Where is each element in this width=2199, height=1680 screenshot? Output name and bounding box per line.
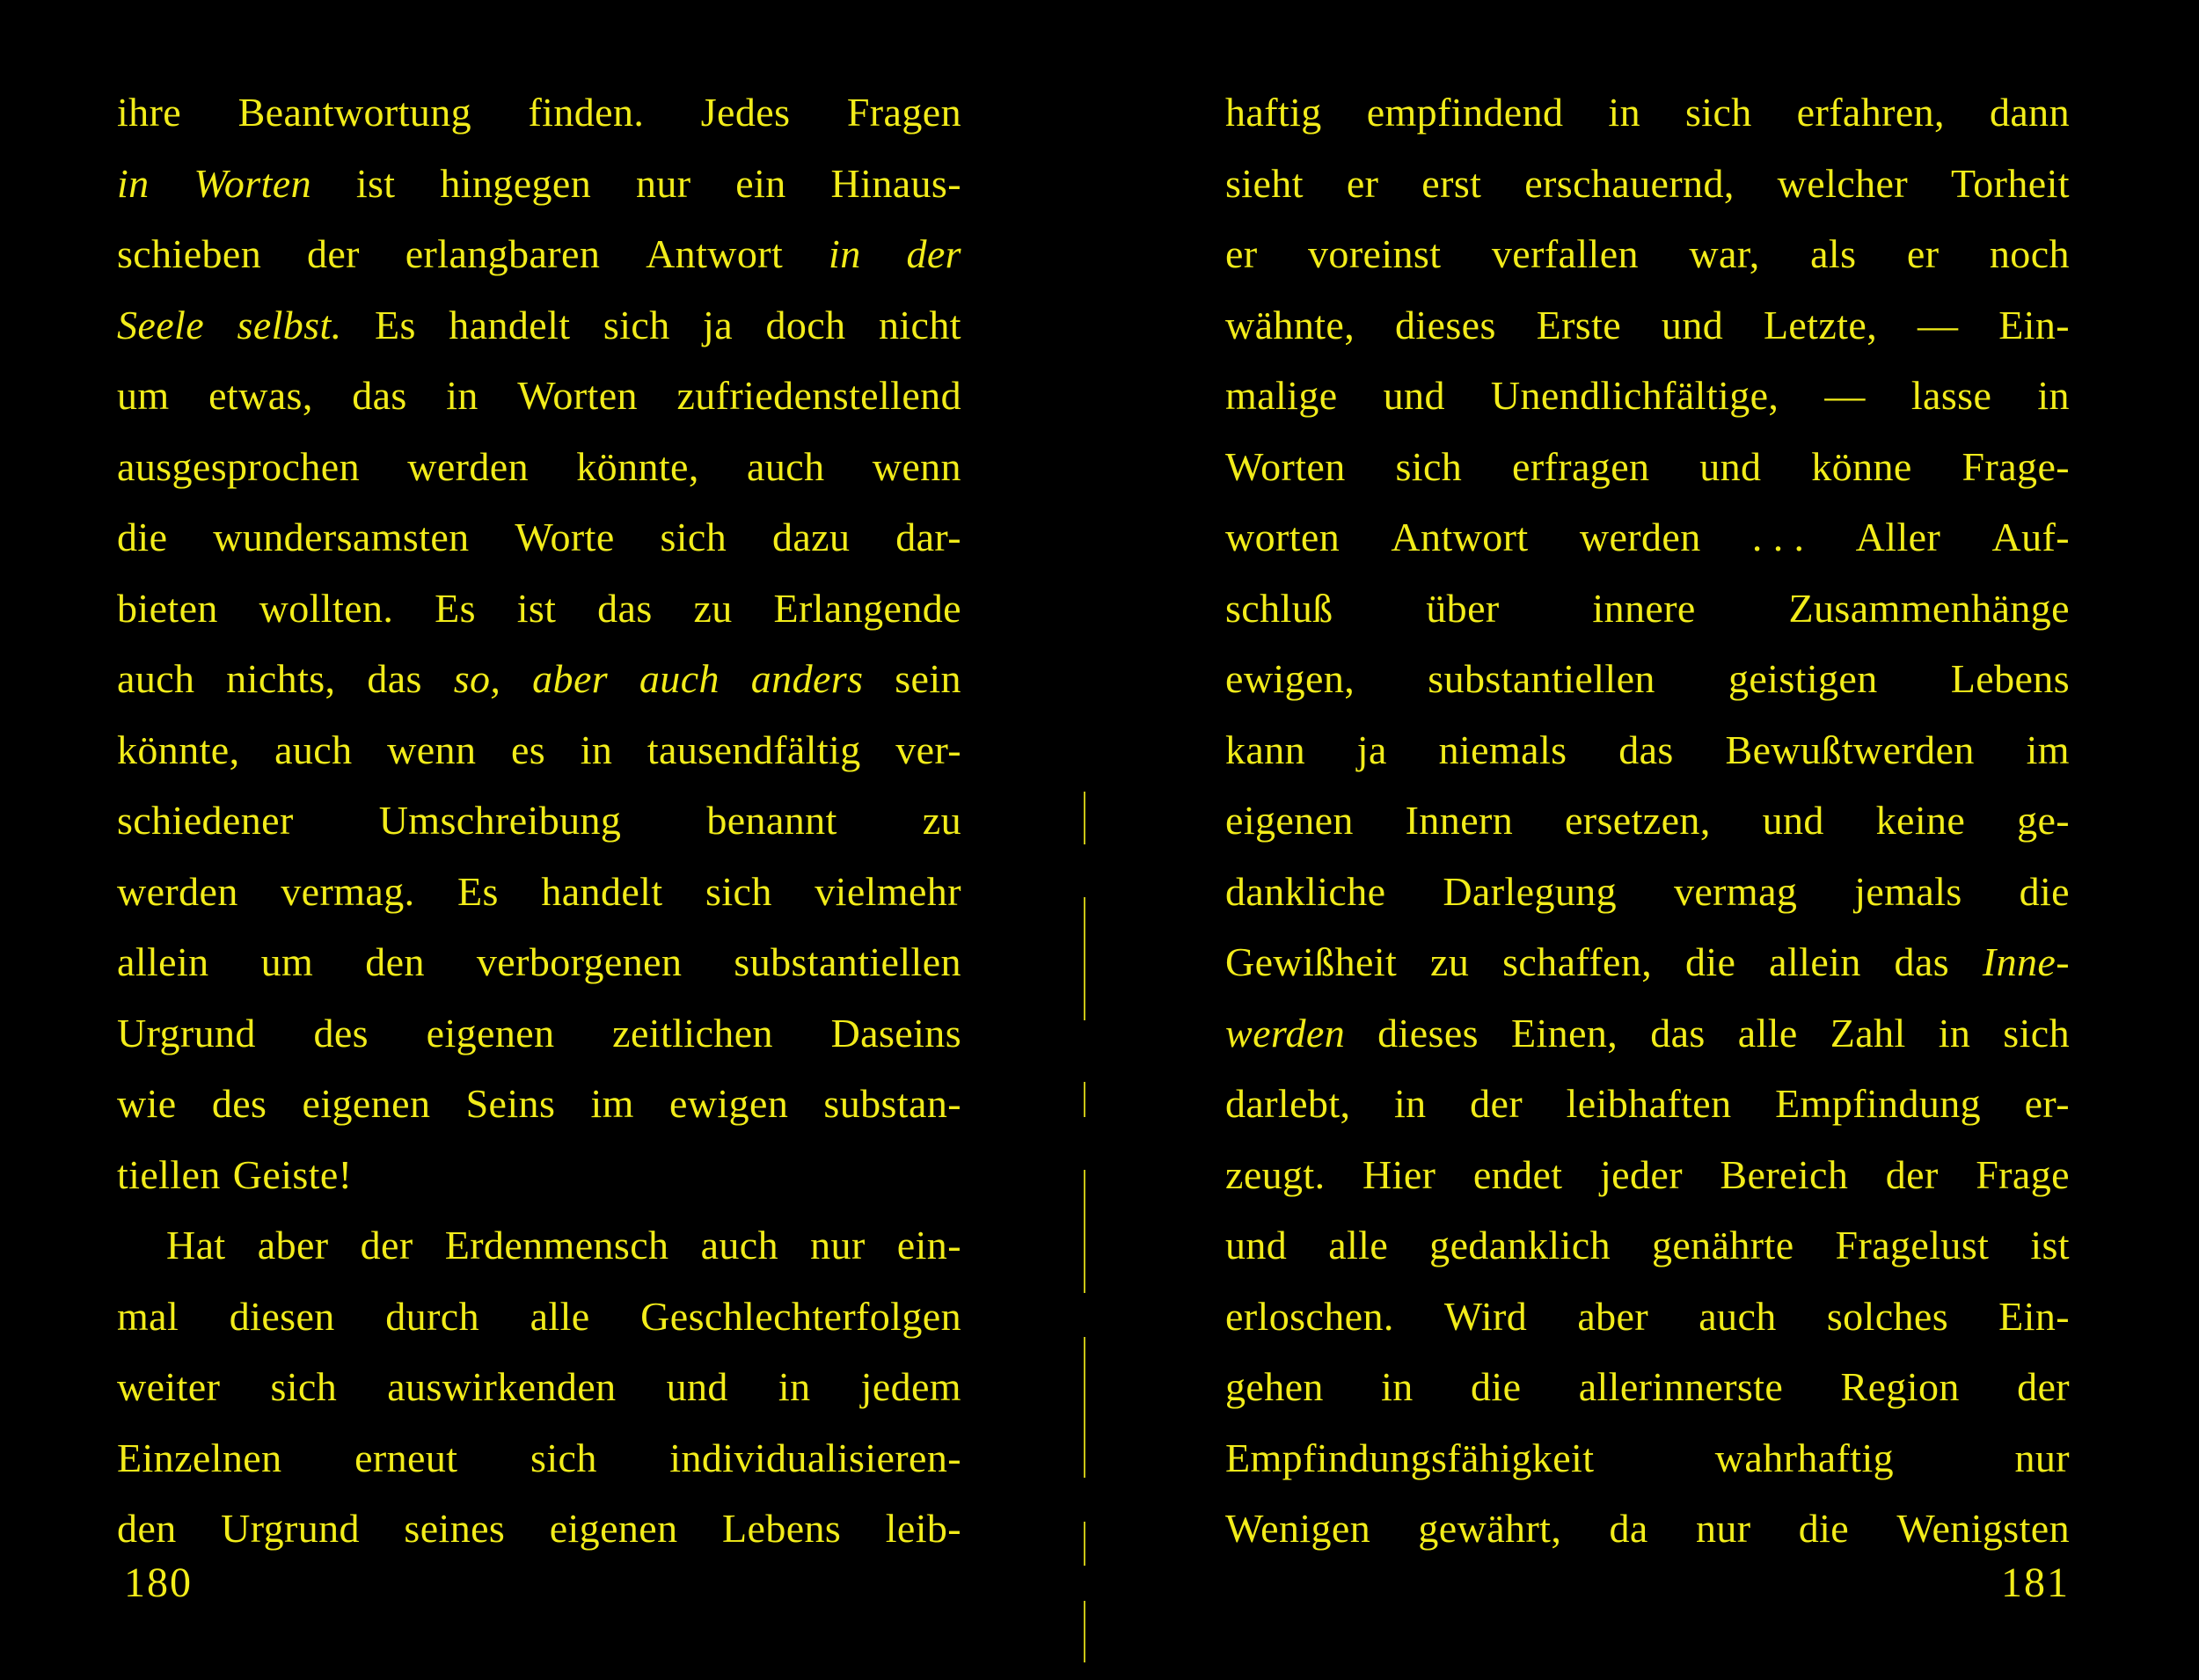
word: handelt: [541, 868, 663, 914]
word: in: [778, 1364, 811, 1409]
word: welcher: [1777, 160, 1909, 206]
word: Antwort: [646, 231, 784, 276]
word: Darlegung: [1443, 868, 1618, 914]
word: ewigen: [669, 1081, 789, 1126]
word: Region: [1840, 1364, 1960, 1409]
word: in: [1608, 90, 1640, 135]
word: wähnte,: [1225, 302, 1355, 347]
word: Antwort: [1391, 515, 1529, 559]
word: Unendlichfältige,: [1490, 373, 1779, 418]
word: eigenen: [426, 1010, 555, 1055]
word: erlangbaren: [405, 231, 601, 276]
text-line: [1225, 857, 2070, 928]
word: auch: [1699, 1293, 1777, 1339]
word: der: [1885, 1151, 1939, 1197]
word: Erste: [1536, 302, 1622, 347]
word: es: [510, 727, 546, 772]
word: tausendfältig: [647, 727, 861, 772]
word: ihre: [117, 90, 182, 135]
word: —: [1917, 302, 1959, 347]
text-line: [117, 644, 961, 715]
word: Zahl: [1830, 1010, 1906, 1055]
word: aber: [532, 656, 609, 701]
word: erfragen: [1512, 443, 1650, 489]
word: auch: [747, 443, 825, 489]
word: sich: [660, 515, 727, 559]
word: erschauernd,: [1524, 160, 1735, 206]
word: Hat: [166, 1223, 226, 1267]
word: Innern: [1405, 798, 1514, 843]
word: Ein-: [1998, 302, 2070, 347]
word: alle: [1737, 1010, 1798, 1055]
word: alle: [530, 1293, 590, 1339]
text-line: [117, 573, 961, 645]
text-line: [1225, 573, 2070, 645]
word: anders: [750, 656, 864, 701]
word: auch: [117, 656, 195, 701]
text-line: [117, 149, 961, 220]
word: Empfindung: [1775, 1081, 1982, 1126]
word: auch: [639, 656, 720, 701]
word: sich: [1395, 443, 1463, 489]
left-page-number: 180: [124, 1559, 193, 1606]
word: Einzelnen: [117, 1435, 282, 1480]
word: substantiellen: [1428, 656, 1655, 701]
word: der: [1470, 1081, 1523, 1126]
word: Fragelust: [1835, 1223, 1990, 1267]
word: das: [352, 373, 407, 418]
left-page: [117, 77, 961, 1643]
word: bieten: [117, 585, 218, 631]
word: durch: [385, 1293, 480, 1339]
word: und: [1699, 443, 1762, 489]
word: werden: [117, 868, 238, 914]
word: Auf-: [1991, 515, 2070, 559]
word: jemals: [1854, 868, 1962, 914]
word: schaffen,: [1502, 939, 1653, 984]
text-line: [1225, 644, 2070, 715]
word: genährte: [1651, 1223, 1794, 1267]
text-line: [117, 785, 961, 857]
word: wie: [117, 1081, 177, 1126]
word: wollten.: [259, 585, 394, 631]
word: Wenigsten: [1896, 1506, 2070, 1551]
word: kann: [1225, 727, 1306, 772]
word: in: [1393, 1081, 1427, 1126]
word: die: [117, 515, 168, 559]
text-line: [1225, 1423, 2070, 1494]
word: seines: [404, 1506, 506, 1551]
word: ein-: [896, 1223, 961, 1267]
word: zu: [1430, 939, 1470, 984]
text-line: [117, 219, 961, 290]
word: nur: [810, 1223, 866, 1267]
word: gehen: [1225, 1364, 1324, 1409]
word: erneut: [354, 1435, 458, 1480]
word: Hier: [1363, 1151, 1436, 1197]
word: solches: [1826, 1293, 1949, 1339]
word: könne: [1811, 443, 1912, 489]
word: Daseins: [830, 1010, 961, 1055]
word: finden.: [528, 90, 645, 135]
word: in: [1938, 1010, 1971, 1055]
text-line: [1225, 715, 2070, 786]
word: verborgenen: [476, 939, 683, 984]
word: doch: [765, 302, 846, 347]
word: ausgesprochen: [117, 443, 360, 489]
text-line: [117, 361, 961, 432]
word: gewährt,: [1418, 1506, 1562, 1551]
word: ge-: [2017, 798, 2070, 843]
word: Erdenmensch: [444, 1223, 669, 1267]
word: Einen,: [1510, 1010, 1618, 1055]
word: . . .: [1751, 515, 1805, 559]
word: die: [2019, 868, 2070, 914]
text-line: [1225, 1282, 2070, 1353]
text-line: [117, 857, 961, 928]
word: den: [117, 1506, 177, 1551]
word: allerinnerste: [1578, 1364, 1784, 1409]
word: da: [1609, 1506, 1648, 1551]
text-line: [117, 290, 961, 362]
word: erfahren,: [1796, 90, 1945, 135]
text-line: [1225, 927, 2070, 998]
word: Erlangende: [773, 585, 961, 631]
word: werden: [407, 443, 530, 489]
word: Lebens: [1950, 656, 2070, 701]
word: selbst.: [237, 302, 342, 347]
text-line: [117, 1282, 961, 1353]
word: diesen: [229, 1293, 335, 1339]
word: Jedes: [700, 90, 791, 135]
right-page-number: 181: [2001, 1559, 2070, 1606]
text-line: [117, 502, 961, 573]
word: Torheit: [1950, 160, 2070, 206]
word: Letzte,: [1763, 302, 1878, 347]
text-line: [117, 998, 961, 1070]
word: und: [1661, 302, 1724, 347]
word: ersetzen,: [1564, 798, 1711, 843]
word: empfindend: [1366, 90, 1564, 135]
word: Es: [375, 302, 416, 347]
text-line: [117, 1210, 961, 1282]
word: leib-: [885, 1506, 961, 1551]
word: Aller: [1855, 515, 1941, 559]
word: in: [117, 160, 150, 206]
word: im: [2026, 727, 2070, 772]
word: alle: [1328, 1223, 1389, 1267]
word: ist: [516, 585, 557, 631]
word: mal: [117, 1293, 179, 1339]
word: Worte: [515, 515, 615, 559]
word: in: [829, 231, 861, 276]
word: eigenen: [1225, 798, 1354, 843]
word: das: [1894, 939, 1950, 984]
word: er: [1906, 231, 1940, 276]
word: leibhaften: [1566, 1081, 1732, 1126]
word: erst: [1421, 160, 1482, 206]
left-page-text: [117, 77, 961, 1565]
text-line: [117, 715, 961, 786]
text-line: [1225, 361, 2070, 432]
word: etwas,: [208, 373, 313, 418]
word: niemals: [1438, 727, 1567, 772]
word: das: [367, 656, 422, 701]
word: zu: [922, 798, 961, 843]
text-line: [1225, 1494, 2070, 1565]
word: sein: [895, 656, 961, 701]
word: individualisieren-: [669, 1435, 961, 1480]
word: Seins: [465, 1081, 556, 1126]
word: das: [597, 585, 653, 631]
word: in: [580, 727, 613, 772]
word: jeder: [1599, 1151, 1683, 1197]
word: die: [1684, 939, 1736, 984]
word: vielmehr: [815, 868, 961, 914]
word: in: [1381, 1364, 1414, 1409]
word: wenn: [872, 443, 961, 489]
word: über: [1426, 585, 1500, 631]
word: und: [666, 1364, 728, 1409]
word: die: [1471, 1364, 1522, 1409]
word: sieht: [1225, 160, 1304, 206]
word: nicht: [878, 302, 961, 347]
word: geistigen: [1728, 656, 1878, 701]
word: zu: [693, 585, 733, 631]
word: malige: [1225, 373, 1338, 418]
word: Fragen: [846, 90, 961, 135]
word: dazu: [771, 515, 851, 559]
word: darlebt,: [1225, 1081, 1351, 1126]
word: Seele: [117, 302, 205, 347]
word: gedanklich: [1429, 1223, 1611, 1267]
word: um: [117, 373, 170, 418]
word: Zusammenhänge: [1788, 585, 2070, 631]
word: handelt: [449, 302, 571, 347]
word: dieses: [1394, 302, 1496, 347]
word: jedem: [860, 1364, 961, 1409]
word: ist: [355, 160, 396, 206]
word: wahrhaftig: [1714, 1435, 1895, 1480]
word: endet: [1472, 1151, 1563, 1197]
word: zufriedenstellend: [676, 373, 961, 418]
word: der: [306, 231, 360, 276]
word: könnte,: [576, 443, 699, 489]
text-line: [117, 1494, 961, 1565]
word: eigenen: [549, 1506, 678, 1551]
word: war,: [1689, 231, 1760, 276]
word: sich: [270, 1364, 338, 1409]
text-line: [1225, 77, 2070, 149]
right-page-text: [1225, 77, 2070, 1565]
text-line: [117, 1423, 961, 1494]
word: noch: [1989, 231, 2070, 276]
word: allein: [117, 939, 209, 984]
word: benannt: [706, 798, 837, 843]
word: Urgrund: [221, 1506, 360, 1551]
word: Hinaus-: [830, 160, 961, 206]
text-line: [1225, 219, 2070, 290]
word: aber: [257, 1223, 329, 1267]
word: und: [1762, 798, 1824, 843]
word: sich: [705, 868, 772, 914]
word: hingegen: [440, 160, 592, 206]
word: ja: [703, 302, 734, 347]
word: in: [2037, 373, 2070, 418]
word: sich: [2003, 1010, 2070, 1055]
word: ja: [1356, 727, 1387, 772]
word: sich: [530, 1435, 597, 1480]
word: Lebens: [722, 1506, 842, 1551]
word: nur: [635, 160, 691, 206]
word: lasse: [1910, 373, 1992, 418]
word: weiter: [117, 1364, 221, 1409]
word: des: [211, 1081, 267, 1126]
word: tiellen: [117, 1151, 221, 1197]
word: Empfindungsfähigkeit: [1225, 1435, 1595, 1480]
text-line: [1225, 1352, 2070, 1423]
word: zeugt.: [1225, 1151, 1326, 1197]
text-line: [1225, 1069, 2070, 1140]
word: werden: [1579, 515, 1701, 559]
text-line: [117, 1140, 961, 1211]
word: Worten: [1225, 443, 1346, 489]
word: schiedener: [117, 798, 294, 843]
word: um: [260, 939, 314, 984]
word: wenn: [387, 727, 477, 772]
word: Beantwortung: [237, 90, 471, 135]
word: nur: [2014, 1435, 2070, 1480]
word: dar-: [895, 515, 961, 559]
word: schluß: [1225, 585, 1333, 631]
text-line: [1225, 785, 2070, 857]
word: aber: [1577, 1293, 1649, 1339]
word: verfallen: [1491, 231, 1639, 276]
text-line: [1225, 149, 2070, 220]
word: Wenigen: [1225, 1506, 1371, 1551]
word: das: [1650, 1010, 1706, 1055]
word: Gewißheit: [1225, 939, 1398, 984]
text-line: [1225, 432, 2070, 503]
word: innere: [1592, 585, 1696, 631]
text-line: [1225, 502, 2070, 573]
word: das: [1618, 727, 1674, 772]
word: Bereich: [1720, 1151, 1849, 1197]
word: Urgrund: [117, 1010, 256, 1055]
word: so,: [453, 656, 501, 701]
word: ein: [735, 160, 786, 206]
word: dann: [1989, 90, 2070, 135]
word: substan-: [823, 1081, 961, 1126]
word: erloschen.: [1225, 1293, 1394, 1339]
text-line: [1225, 1140, 2070, 1211]
word: ewigen,: [1225, 656, 1355, 701]
word: substantiellen: [734, 939, 961, 984]
word: Worten: [517, 373, 638, 418]
word: des: [313, 1010, 369, 1055]
word: Wird: [1443, 1293, 1528, 1339]
word: worten: [1225, 515, 1341, 559]
word: dieses: [1377, 1010, 1479, 1055]
word: und: [1383, 373, 1445, 418]
word: sich: [603, 302, 670, 347]
text-line: [117, 432, 961, 503]
book-gutter: [1080, 792, 1089, 1680]
word: auch: [700, 1223, 779, 1267]
word: allein: [1769, 939, 1861, 984]
word: Es: [457, 868, 499, 914]
word: der: [906, 231, 961, 276]
word: der: [2017, 1364, 2070, 1409]
text-line: [117, 77, 961, 149]
word: Geschlechterfolgen: [640, 1293, 961, 1339]
text-line: [117, 1352, 961, 1423]
word: als: [1810, 231, 1857, 276]
word: vermag: [1673, 868, 1798, 914]
right-page: [1225, 77, 2070, 1643]
word: er: [1346, 160, 1379, 206]
text-line: [117, 927, 961, 998]
word: auch: [274, 727, 353, 772]
word: keine: [1875, 798, 1966, 843]
word: Geiste!: [232, 1151, 353, 1197]
word: sich: [1684, 90, 1752, 135]
word: er: [1225, 231, 1258, 276]
text-line: [1225, 998, 2070, 1070]
word: Umschreibung: [378, 798, 622, 843]
word: —: [1824, 373, 1866, 418]
word: Es: [435, 585, 476, 631]
word: wundersamsten: [213, 515, 470, 559]
word: auswirkenden: [387, 1364, 617, 1409]
word: der: [360, 1223, 413, 1267]
word: voreinst: [1308, 231, 1442, 276]
word: er-: [2024, 1081, 2070, 1126]
word: die: [1798, 1506, 1850, 1551]
word: Worten: [194, 160, 312, 206]
word: eigenen: [302, 1081, 431, 1126]
word: nur: [1695, 1506, 1751, 1551]
word: könnte,: [117, 727, 240, 772]
word: schieben: [117, 231, 262, 276]
word: und: [1225, 1223, 1288, 1267]
word: den: [365, 939, 425, 984]
word: Ein-: [1998, 1293, 2070, 1339]
word: dankliche: [1225, 868, 1386, 914]
word: Bewußtwerden: [1725, 727, 1975, 772]
word: vermag.: [281, 868, 415, 914]
word: nichts,: [226, 656, 336, 701]
word: ver-: [895, 727, 961, 772]
word: werden: [1225, 1010, 1346, 1055]
word: Frage: [1976, 1151, 2070, 1197]
word: im: [590, 1081, 634, 1126]
text-line: [1225, 290, 2070, 362]
word: Frage-: [1962, 443, 2070, 489]
word: in: [446, 373, 479, 418]
word: Inne-: [1982, 939, 2070, 984]
text-line: [1225, 1210, 2070, 1282]
word: haftig: [1225, 90, 1322, 135]
word: zeitlichen: [612, 1010, 773, 1055]
word: ist: [2030, 1223, 2070, 1267]
text-line: [117, 1069, 961, 1140]
